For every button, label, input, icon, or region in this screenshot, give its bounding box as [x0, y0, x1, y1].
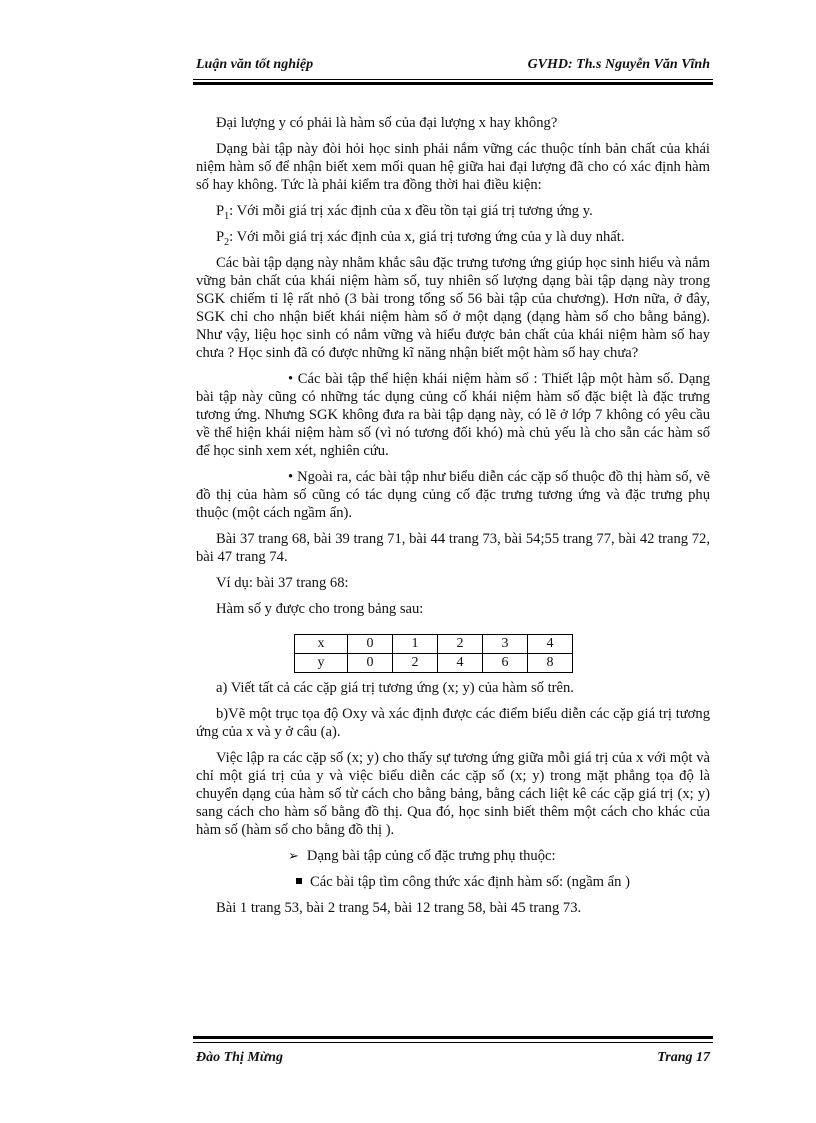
condition-p2-subscript: 2 [224, 236, 230, 248]
paragraph-final-exercises: Bài 1 trang 53, bài 2 trang 54, bài 12 trang 58, bài 45 trang 73. [216, 900, 582, 916]
footer-rule-thick [193, 1036, 713, 1039]
page-header [196, 57, 710, 77]
condition-p1-label: P [216, 203, 225, 219]
square-bullet-icon [296, 878, 302, 884]
bullet-graph-exercises: • Ngoài ra, các bài tập như biểu diễn các cặp số thuộc đồ thị hàm số, vẽ đồ thị của hàm số cũng có tác dụng củng cố đặc trưng tương ứng và đặc trưng phụ thuộc (một cách ngầm ẩn). [196, 469, 710, 521]
heading-dependency-text: Dạng bài tập củng cố đặc trưng phụ thuộc: [306, 848, 556, 864]
header-title: Luận văn tốt nghiệp [196, 57, 314, 72]
header-rule-thick [193, 82, 713, 85]
table-cell: y [295, 654, 348, 673]
page-body [196, 114, 710, 925]
table-cell: 2 [393, 654, 438, 673]
condition-p2-text: : Với mỗi giá trị xác định của x, giá trị tương ứng của y là duy nhất. [229, 229, 625, 245]
paragraph-exercise-list: Bài 37 trang 68, bài 39 trang 71, bài 44 trang 73, bài 54;55 trang 77, bài 42 trang 72, bài 47 trang 74. [196, 531, 710, 565]
square-bullet-text: Các bài tập tìm công thức xác định hàm số: (ngầm ẩn ) [310, 874, 630, 890]
table-cell: 1 [393, 635, 438, 654]
table-row-x [295, 635, 573, 654]
paragraph-example: Ví dụ: bài 37 trang 68: [216, 575, 349, 591]
arrow-bullet-icon: ➢ [288, 848, 299, 863]
condition-p1-subscript: 1 [224, 210, 230, 222]
paragraph-exercise-type: Dạng bài tập này đòi hỏi học sinh phải nắm vững các thuộc tính bản chất của khái niệm hàm số để nhận biết xem mối quan hệ giữa hai đại lượng đã cho có xác định hàm số hay không. Tức là phải kiểm tra đồng thời hai điều kiện: [196, 141, 710, 193]
footer-rule-thin [193, 1042, 713, 1043]
header-advisor: GVHD: Th.s Nguyễn Văn Vĩnh [527, 57, 710, 72]
condition-p2 [196, 228, 710, 246]
table-cell: x [295, 635, 348, 654]
heading-dependency-exercises [196, 847, 710, 865]
footer-page-number: Trang 17 [657, 1050, 710, 1065]
bullet-establish-function: • Các bài tập thể hiện khái niệm hàm số : Thiết lập một hàm số. Dạng bài tập này cũng có những tác dụng củng cố khái niệm hàm số đặc biệt là đặc trưng tương ứng. Nhưng SGK không đưa ra bài tập dạng này, có lẽ ở lớp 7 không có yêu cầu về thể hiện khái niệm hàm số (vì nó tương đối khó) mà chủ yếu là cho sẵn các hàm số để học sinh xem xét, nghiên cứu. [196, 371, 710, 459]
table-cell: 4 [438, 654, 483, 673]
table-cell: 3 [483, 635, 528, 654]
table-cell: 0 [348, 635, 393, 654]
table-cell: 4 [528, 635, 573, 654]
paragraph-table-intro: Hàm số y được cho trong bảng sau: [216, 601, 424, 617]
condition-p1-text: : Với mỗi giá trị xác định của x đều tồn tại giá trị tương ứng y. [229, 203, 593, 219]
square-bullet-item [196, 873, 710, 891]
question-b: b)Vẽ một trục tọa độ Oxy và xác định được các điểm biểu diễn các cặp giá trị tương ứng của x và y ở câu (a). [196, 706, 710, 740]
table-cell: 8 [528, 654, 573, 673]
table-cell: 6 [483, 654, 528, 673]
page-footer [196, 1050, 710, 1070]
table-row-y [295, 654, 573, 673]
paragraph-question: Đại lượng y có phải là hàm số của đại lượng x hay không? [216, 115, 558, 131]
paragraph-analysis: Các bài tập dạng này nhằm khắc sâu đặc trưng tương ứng giúp học sinh hiểu và nắm vững bản chất của khái niệm hàm số, tuy nhiên số lượng dạng bài tập dạng này trong SGK chiếm tỉ lệ rất nhỏ (3 bài trong tổng số 56 bài tập của chương). Hơn nữa, ở đây, SGK chỉ cho nhận biết khái niệm hàm số ở một dạng (dạng hàm số cho bằng bảng). Như vậy, liệu học sinh có nắm vững và hiểu được bản chất của khái niệm hàm số hay chưa ? Học sinh đã có được những kĩ năng nhận biết một hàm số hay chưa? [196, 255, 710, 361]
footer-author: Đào Thị Mừng [196, 1050, 283, 1065]
question-a: a) Viết tất cả các cặp giá trị tương ứng (x; y) của hàm số trên. [216, 680, 574, 696]
function-table [294, 634, 573, 673]
table-cell: 0 [348, 654, 393, 673]
table-cell: 2 [438, 635, 483, 654]
header-rule-thin [193, 79, 713, 80]
condition-p2-label: P [216, 229, 225, 245]
paragraph-explanation: Việc lập ra các cặp số (x; y) cho thấy sự tương ứng giữa mỗi giá trị của x với một và chỉ một giá trị của y và việc biểu diễn các cặp số (x; y) trong mặt phẳng tọa độ là chuyển dạng của hàm số từ cách cho bằng bảng, bằng cách liệt kê các cặp giá trị (x; y) sang cách cho hàm số bằng đồ thị. Qua đó, học sinh biết thêm một cách cho khác của hàm số (hàm số cho bằng đồ thị ). [196, 750, 710, 838]
condition-p1 [196, 202, 710, 220]
